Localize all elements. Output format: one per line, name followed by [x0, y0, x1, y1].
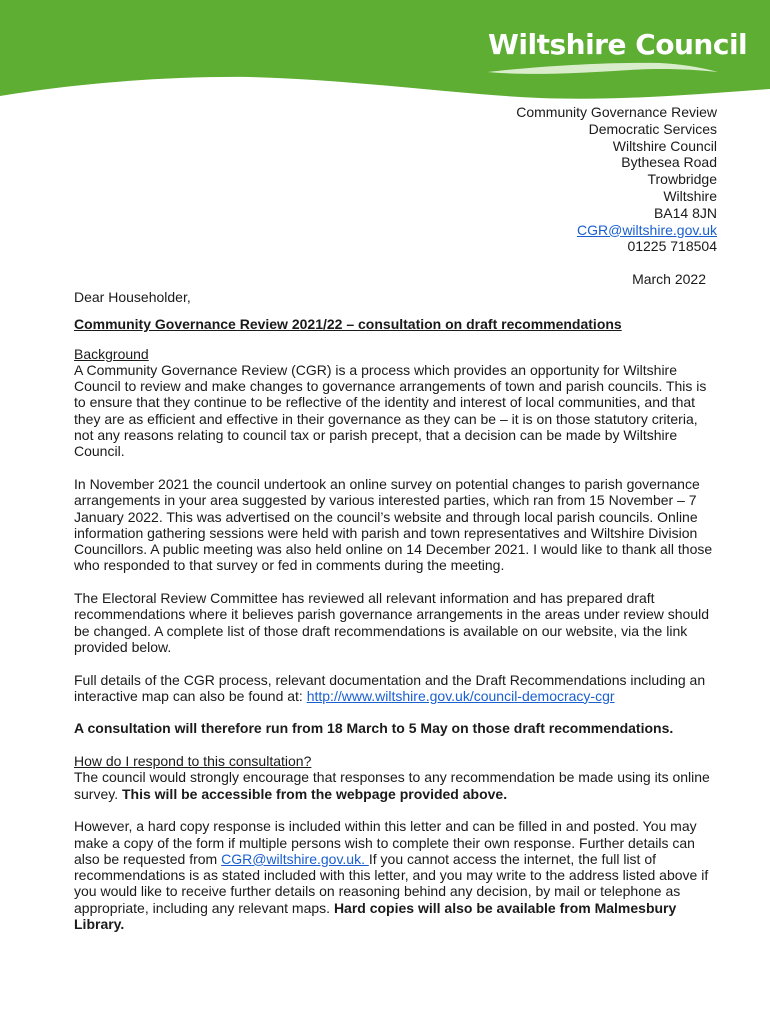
respond-text: The council would strongly encourage that responses to any recommendation be made using its online survey. [74, 769, 710, 802]
background-text: A Community Governance Review (CGR) is a process which provides an opportunity for Wiltshire Council to review and make changes to governance arrangements of town and parish councils. This is to ensure that they continue to be reflective of the identity and interest of local communities, and that they are as efficient and effective in their governance as they can be – it is on those statutory criteria, not any reasons relating to council tax or parish precept, that a decision can be made by Wiltshire Council. [74, 361, 707, 460]
hardcopy-text: However, a hard copy response is included within this letter and can be filled in and posted. You may make a copy of the form if multiple persons wish to complete their own response. Further details can also be requested from [74, 818, 697, 867]
address-line: Wiltshire [663, 187, 717, 204]
consultation-notice-text: A consultation will therefore run from 18 March to 5 May on those draft recommendations. [74, 720, 674, 737]
letter-body [74, 289, 714, 949]
details-paragraph [74, 672, 714, 705]
committee-paragraph: The Electoral Review Committee has reviewed all relevant information and has prepared draft recommendations where it believes parish governance arrangements in the areas under review should be changed. A complete list of those draft recommendations is available on our website, via the link provided below. [74, 590, 710, 655]
address-line: Democratic Services [588, 120, 717, 137]
cgr-webpage-link[interactable]: http://www.wiltshire.gov.uk/council-democracy-cgr [306, 687, 615, 704]
hardcopy-text-continued: If you cannot access the internet, the full list of recommendations is as stated included with this letter, and you may write to the address listed above if you would like to receive further details on reasoning behind any decision, by mail or telephone as appropriate, including any relevant maps. [74, 850, 709, 916]
address-line: Bythesea Road [621, 154, 717, 171]
header-banner [0, 0, 770, 110]
letter-title: Community Governance Review 2021/22 – consultation on draft recommendations [74, 316, 622, 333]
letter-date: March 2022 [632, 271, 706, 287]
address-line: Wiltshire Council [612, 137, 717, 154]
hardcopy-email-link[interactable]: CGR@wiltshire.gov.uk. [221, 850, 369, 867]
contact-phone: 01225 718504 [627, 238, 717, 255]
respond-bold-text: This will be accessible from the webpage provided above. [121, 785, 508, 802]
details-text: Full details of the CGR process, relevant documentation and the Draft Recommendations including an interactive map can also be found at: [74, 671, 706, 704]
hardcopy-paragraph [74, 818, 714, 932]
consultation-notice [74, 720, 714, 736]
background-section [74, 346, 714, 460]
hardcopy-bold-text: Hard copies will also be available from Malmesbury Library. [74, 899, 677, 932]
survey-paragraph: In November 2021 the council undertook an online survey on potential changes to parish governance arrangements in your area suggested by various interested parties, which ran from 15 November – 7 January 2022. This was advertised on the council’s website and through local parish councils. Online information gathering sessions were held with parish and town representatives and Wiltshire Division Councillors. A public meeting was also held online on 14 December 2021. I would like to thank all those who responded to that survey or fed in comments during the meeting. [74, 475, 713, 574]
wiltshire-council-logo: Wiltshire Council [488, 28, 748, 61]
address-line: Trowbridge [647, 171, 717, 188]
respond-heading: How do I respond to this consultation? [74, 753, 312, 770]
contact-email-link[interactable]: CGR@wiltshire.gov.uk [577, 221, 717, 238]
sender-address-block [516, 104, 717, 255]
salutation: Dear Householder, [74, 289, 191, 305]
address-postcode: BA14 8JN [653, 204, 717, 221]
address-line: Community Governance Review [516, 104, 717, 120]
background-heading: Background [74, 345, 149, 362]
respond-section [74, 753, 714, 802]
